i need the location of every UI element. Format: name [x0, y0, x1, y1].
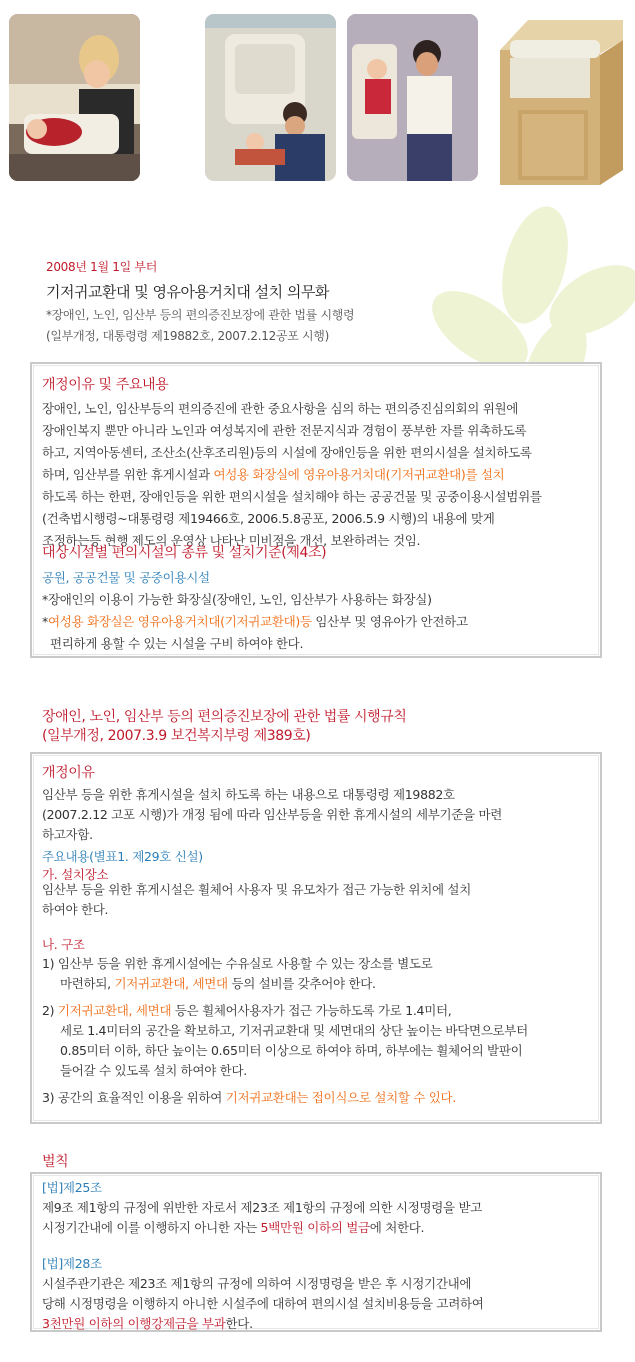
reason-line: (건축법시행령~대통령령 제19466호, 2006.5.8공포, 2006.5.9 시행)의 내용에 맞게 [42, 511, 495, 526]
rule-line [42, 974, 528, 994]
rule-text-normal: 등의 설비를 갖추어야 한다. [227, 976, 376, 991]
rule-line: 들어갈 수 있도록 설치 하여야 한다. [60, 1063, 247, 1078]
penalty-line: 당해 시정명령을 이행하지 아니한 시설주에 대하여 편의시설 설치비용등을 고려하여 [42, 1296, 484, 1311]
rule-reason-text [42, 785, 502, 845]
rule-main-heading: 주요내용(별표1. 제29호 신설) [42, 849, 203, 864]
facility-text-normal: 임산부 및 영유아가 안전하고 [311, 614, 468, 629]
intro-law-line1: *장애인, 노인, 임산부 등의 편의증진보장에 관한 법률 시행령 [46, 308, 355, 322]
rule-line: 세로 1.4미터의 공간을 확보하고, 기저귀교환대 및 세면대의 상단 높이는 바닥면으로부터 [60, 1023, 528, 1038]
penalty-article-28: [법]제28조 [42, 1256, 102, 1271]
rule-line: 하고자함. [42, 827, 93, 842]
penalty-highlight: 5백만원 이하의 벌금 [260, 1220, 370, 1235]
photo-changing-table-product [488, 10, 630, 188]
penalty-title: 벌칙 [42, 1154, 69, 1170]
reason-line: 조정하는등 현행 제도의 운영상 나타난 미비점을 개선, 보완하려는 것임. [42, 533, 421, 548]
rule-text-normal: 마련하되, [60, 976, 115, 991]
reason-line [42, 464, 542, 486]
rule-line: 임산부 등을 위한 휴게시설을 설치 하도록 하는 내용으로 대통령령 제19882호 [42, 787, 455, 802]
rule-item-number: 2) [42, 1003, 58, 1018]
reason-text-normal: 하며, 임산부를 위한 휴게시설과 [42, 467, 214, 482]
rule-structure-text [42, 954, 528, 1108]
penalty-highlight: 3천만원 이하의 이행강제금을 부과 [42, 1316, 226, 1331]
reason-text [42, 398, 542, 552]
reason-heading: 개정이유 및 주요내용 [42, 377, 169, 393]
photo-father-changing-baby [205, 14, 336, 181]
penalty-line: 시설주관기관은 제23조 제1항의 규정에 의하여 시정명령을 받은 후 시정기간내에 [42, 1276, 472, 1291]
bullet-star: * [42, 614, 48, 629]
rule-title-line1: 장애인, 노인, 임산부 등의 편의증진보장에 관한 법률 시행규칙 [42, 709, 407, 725]
penalty-article-25: [법]제25조 [42, 1180, 102, 1195]
rule-location-text [42, 880, 471, 920]
rule-highlight: 기저귀교환대, 세면대 [57, 1003, 172, 1018]
rule-line [42, 1001, 528, 1021]
facility-line: *장애인의 이용이 가능한 화장실(장애인, 노인, 임산부가 사용하는 화장실) [42, 592, 432, 607]
penalty-text-normal: 시정기간내에 이를 이행하지 아니한 자는 [42, 1220, 261, 1235]
reason-line: 하도록 하는 한편, 장애인등을 위한 편의시설을 설치해야 하는 공공건물 및 공중이용시설범위를 [42, 489, 542, 504]
penalty-line: 제9조 제1항의 규정에 위반한 자로서 제23조 제1항의 규정에 의한 시정명령을 받고 [42, 1200, 483, 1215]
rule-highlight: 기저귀교환대는 접이식으로 설치할 수 있다. [225, 1090, 457, 1105]
reason-line: 장애인, 노인, 임산부등의 편의증진에 관한 중요사항을 심의 하는 편의증진심의회의 위원에 [42, 401, 519, 416]
rule-reason-heading: 개정이유 [42, 765, 95, 781]
intro-law-line2: (일부개정, 대통령령 제19882호, 2007.2.12공포 시행) [46, 329, 329, 343]
facility-text [42, 567, 468, 655]
facility-heading: 대상시설별 편의시설의 종류 및 설치기준(제4조) [42, 545, 327, 561]
reason-line: 하고, 지역아동센터, 조산소(산후조리원)등의 시설에 장애인등을 위한 편의시설을 설치하도록 [42, 445, 532, 460]
photo-mother-changing-baby [9, 14, 140, 181]
rule-highlight: 기저귀교환대, 세면대 [114, 976, 228, 991]
rule-structure-heading: 나. 구조 [42, 937, 85, 952]
rule-text-normal: 등은 휠체어사용자가 접근 가능하도록 가로 1.4미터, [171, 1003, 452, 1018]
facility-subheading: 공원, 공공건물 및 공중이용시설 [42, 570, 210, 585]
penalty-text [42, 1178, 484, 1334]
intro-title: 기저귀교환대 및 영유아용거치대 설치 의무화 [46, 283, 329, 301]
penalty-text-normal: 에 처한다. [369, 1220, 425, 1235]
penalty-line [42, 1314, 484, 1334]
rule-title [42, 708, 407, 746]
rule-line: 0.85미터 이하, 하단 높이는 0.65미터 이상으로 하여야 하며, 하부에는 휠체어의 발판이 [60, 1043, 523, 1058]
penalty-line [42, 1218, 484, 1238]
rule-text-normal: 3) 공간의 효율적인 이용을 위하여 [42, 1090, 226, 1105]
facility-highlight: 여성용 화장실은 영유아용거치대(기저귀교환대)등 [47, 614, 312, 629]
rule-line: 임산부 등을 위한 휴게시설은 휠체어 사용자 및 유모차가 접근 가능한 위치에 설치 [42, 882, 471, 897]
intro-date: 2008년 1월 1일 부터 [46, 260, 158, 274]
rule-line: (2007.2.12 고포 시행)가 개정 됨에 따라 임산부등을 위한 휴게시설의 세부기준을 마련 [42, 807, 503, 822]
penalty-text-normal: 한다. [225, 1316, 253, 1331]
rule-line: 하여야 한다. [42, 902, 109, 917]
facility-line: 편리하게 용할 수 있는 시설을 구비 하여야 한다. [50, 636, 304, 651]
photo-mother-baby-seat [347, 14, 478, 181]
rule-line [42, 1088, 528, 1108]
reason-highlight: 여성용 화장실에 영유아용거치대(기저귀교환대)를 설치 [213, 467, 505, 482]
rule-title-line2: (일부개정, 2007.3.9 보건복지부령 제389호) [42, 728, 311, 744]
facility-line [42, 611, 468, 633]
rule-line: 1) 임산부 등을 위한 휴게시설에는 수유실로 사용할 수 있는 장소를 별도로 [42, 956, 433, 971]
reason-line: 장애인복지 뿐만 아니라 노인과 여성복지에 관한 전문지식과 경험이 풍부한 자를 위촉하도록 [42, 423, 527, 438]
rule-location-heading: 가. 설치장소 [42, 867, 109, 882]
